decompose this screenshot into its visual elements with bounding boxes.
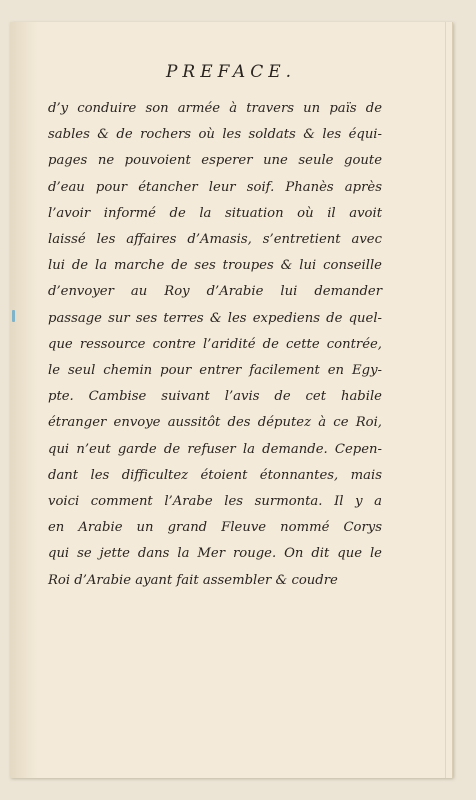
body-text	[48, 96, 382, 594]
book-page	[10, 22, 453, 778]
text-line-18: qui se jette dans la Mer rouge. On dit que le	[48, 546, 382, 562]
text-line-8: d’envoyer au Roy d’Arabie lui demander	[48, 284, 382, 300]
text-line-13: étranger envoye aussitôt des députez à ce Roi,	[48, 415, 382, 431]
page-edge	[445, 22, 446, 778]
text-line-7: lui de la marche de ses troupes & lui conseille	[48, 258, 382, 274]
text-line-6: laissé les affaires d’Amasis, s’entretient avec	[48, 232, 382, 248]
text-line-4: d’eau pour étancher leur soif. Phanès après	[48, 179, 382, 195]
text-line-17: en Arabie un grand Fleuve nommé Corys	[48, 520, 382, 536]
text-line-9: passage sur ses terres & les expediens de quel-	[48, 310, 382, 326]
blue-margin-mark	[12, 310, 15, 322]
text-line-19: Roi d’Arabie ayant fait assembler & coudre	[48, 572, 338, 588]
text-line-15: dant les difficultez étoient étonnantes, mais	[48, 467, 382, 483]
text-line-11: le seul chemin pour entrer facilement en Egy-	[48, 363, 382, 379]
text-line-3: pages ne pouvoient esperer une seule goute	[48, 153, 382, 169]
text-line-16: voici comment l’Arabe les surmonta. Il y a	[48, 494, 382, 510]
text-line-12: pte. Cambise suivant l’avis de cet habile	[48, 389, 382, 405]
text-line-5: l’avoir informé de la situation où il avoit	[48, 205, 382, 221]
text-line-1: d’y conduire son armée à travers un païs de	[48, 101, 382, 116]
text-line-10: que ressource contre l’aridité de cette contrée,	[48, 336, 382, 352]
text-line-2: sables & de rochers où les soldats & les équi-	[48, 127, 382, 143]
text-line-14: qui n’eut garde de refuser la demande. Cepen-	[48, 441, 382, 457]
page-gutter-shadow	[10, 22, 38, 778]
running-head: PREFACE.	[165, 62, 297, 82]
